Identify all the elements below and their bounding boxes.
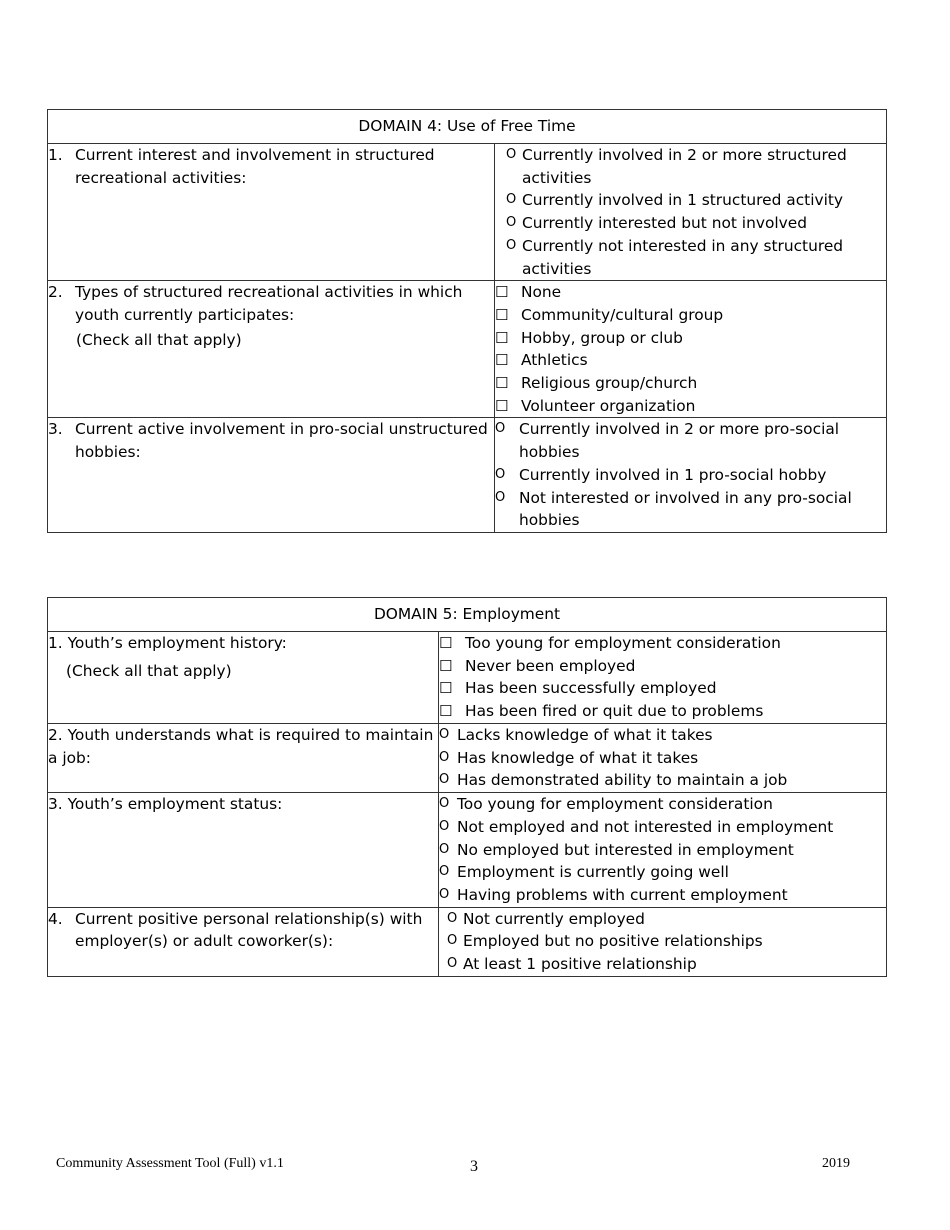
table-row <box>48 793 887 908</box>
radio-option[interactable]: O Having problems with current employment <box>439 884 886 907</box>
checkbox-option[interactable]: ☐ Religious group/church <box>495 372 886 395</box>
question-text: Current active involvement in pro-social unstructured hobbies: <box>75 420 488 461</box>
radio-icon[interactable]: O <box>506 147 517 162</box>
radio-option[interactable]: O Currently involved in 2 or more pro-social hobbies <box>495 418 886 463</box>
radio-icon[interactable]: O <box>439 749 450 765</box>
radio-icon[interactable]: O <box>447 956 458 972</box>
checkbox-icon[interactable]: ☐ <box>495 396 509 415</box>
radio-icon[interactable]: O <box>439 864 450 880</box>
domain-4-table <box>47 109 887 533</box>
radio-icon[interactable]: O <box>439 886 450 902</box>
radio-icon[interactable]: O <box>439 841 450 857</box>
radio-icon[interactable]: O <box>439 818 450 834</box>
checkbox-icon[interactable]: ☐ <box>495 305 509 324</box>
radio-option[interactable]: O Currently involved in 2 or more structured activities <box>506 144 886 189</box>
footer-title: Community Assessment Tool (Full) v1.1 <box>56 1156 284 1171</box>
checkbox-option[interactable]: ☐ Never been employed <box>439 655 886 678</box>
question-cell <box>48 418 495 533</box>
checkbox-option[interactable]: ☐ Community/cultural group <box>495 304 886 327</box>
radio-icon[interactable]: O <box>439 727 450 742</box>
question-text: Types of structured recreational activities in which youth currently participates: <box>75 283 463 324</box>
question-number: 3. <box>48 420 63 439</box>
options-cell <box>439 907 887 976</box>
question-cell <box>48 281 495 418</box>
radio-icon[interactable]: O <box>495 421 506 437</box>
checkbox-option[interactable]: ☐ Has been fired or quit due to problems <box>439 700 886 723</box>
radio-option[interactable]: O Currently not interested in any structured activities <box>506 235 886 280</box>
checkbox-icon[interactable]: ☐ <box>439 634 453 652</box>
radio-option[interactable]: O Not currently employed <box>447 908 886 931</box>
checkbox-option[interactable]: ☐ None <box>495 281 886 304</box>
options-cell <box>439 632 887 724</box>
table-row <box>48 281 887 418</box>
checkbox-icon[interactable]: ☐ <box>495 328 509 347</box>
question-cell <box>48 907 439 976</box>
question-note: (Check all that apply) <box>66 661 232 680</box>
checkbox-icon[interactable]: ☐ <box>439 656 453 675</box>
radio-icon[interactable]: O <box>506 237 517 253</box>
radio-icon[interactable]: O <box>506 192 517 208</box>
options-cell <box>439 724 887 793</box>
options-cell <box>439 793 887 908</box>
footer-year: 2019 <box>822 1156 850 1171</box>
radio-option[interactable]: O No employed but interested in employment <box>439 839 886 862</box>
question-cell <box>48 144 495 281</box>
radio-option[interactable]: O Has knowledge of what it takes <box>439 747 886 770</box>
table-row <box>48 144 887 281</box>
domain-5-title: DOMAIN 5: Employment <box>48 598 887 632</box>
checkbox-option[interactable]: ☐ Has been successfully employed <box>439 677 886 700</box>
checkbox-option[interactable]: ☐ Hobby, group or club <box>495 327 886 350</box>
radio-option[interactable]: O Currently involved in 1 pro-social hobby <box>495 464 886 487</box>
question-text: 1. Youth’s employment history: <box>48 634 287 652</box>
table-row <box>48 632 887 724</box>
options-cell <box>495 144 887 281</box>
radio-option[interactable]: O Employment is currently going well <box>439 861 886 884</box>
question-cell <box>48 724 439 793</box>
checkbox-icon[interactable]: ☐ <box>495 374 509 393</box>
table-row <box>48 907 887 976</box>
question-text: Current interest and involvement in structured recreational activities: <box>75 146 435 187</box>
radio-icon[interactable]: O <box>447 910 458 926</box>
radio-option[interactable]: O Lacks knowledge of what it takes <box>439 724 886 747</box>
radio-icon[interactable]: O <box>439 772 450 788</box>
radio-option[interactable]: O Too young for employment consideration <box>439 793 886 816</box>
radio-icon[interactable]: O <box>495 489 506 505</box>
radio-icon[interactable]: O <box>495 466 506 482</box>
question-cell <box>48 632 439 724</box>
options-cell <box>495 418 887 533</box>
table-row <box>48 418 887 533</box>
checkbox-icon[interactable]: ☐ <box>439 679 453 698</box>
checkbox-option[interactable]: ☐ Athletics <box>495 349 886 372</box>
radio-icon[interactable]: O <box>506 215 517 231</box>
question-number: 1. <box>48 146 63 164</box>
question-cell <box>48 793 439 908</box>
question-text: 2. Youth understands what is required to maintain a job: <box>48 726 434 767</box>
table-row <box>48 724 887 793</box>
checkbox-icon[interactable]: ☐ <box>495 351 509 370</box>
question-number: 4. <box>48 909 63 928</box>
checkbox-option[interactable]: ☐ Volunteer organization <box>495 395 886 418</box>
checkbox-icon[interactable]: ☐ <box>495 283 509 302</box>
checkbox-option[interactable]: ☐ Too young for employment consideration <box>439 632 886 655</box>
radio-option[interactable]: O Not interested or involved in any pro-social hobbies <box>495 487 886 532</box>
radio-option[interactable]: O Currently interested but not involved <box>506 212 886 235</box>
radio-option[interactable]: O Not employed and not interested in employment <box>439 816 886 839</box>
question-note: (Check all that apply) <box>76 331 242 350</box>
domain-5-table <box>47 597 887 977</box>
domain-4-title: DOMAIN 4: Use of Free Time <box>48 110 887 144</box>
question-text: 3. Youth’s employment status: <box>48 795 283 814</box>
radio-option[interactable]: O Has demonstrated ability to maintain a job <box>439 769 886 792</box>
radio-option[interactable]: O Employed but no positive relationships <box>447 930 886 953</box>
question-text: Current positive personal relationship(s) with employer(s) or adult coworker(s): <box>75 909 423 951</box>
radio-icon[interactable]: O <box>439 796 450 812</box>
radio-icon[interactable]: O <box>447 933 458 949</box>
question-number: 2. <box>48 283 63 302</box>
page-number: 3 <box>470 1158 478 1175</box>
options-cell <box>495 281 887 418</box>
checkbox-icon[interactable]: ☐ <box>439 702 453 721</box>
radio-option[interactable]: O Currently involved in 1 structured activity <box>506 189 886 212</box>
radio-option[interactable]: O At least 1 positive relationship <box>447 953 886 976</box>
